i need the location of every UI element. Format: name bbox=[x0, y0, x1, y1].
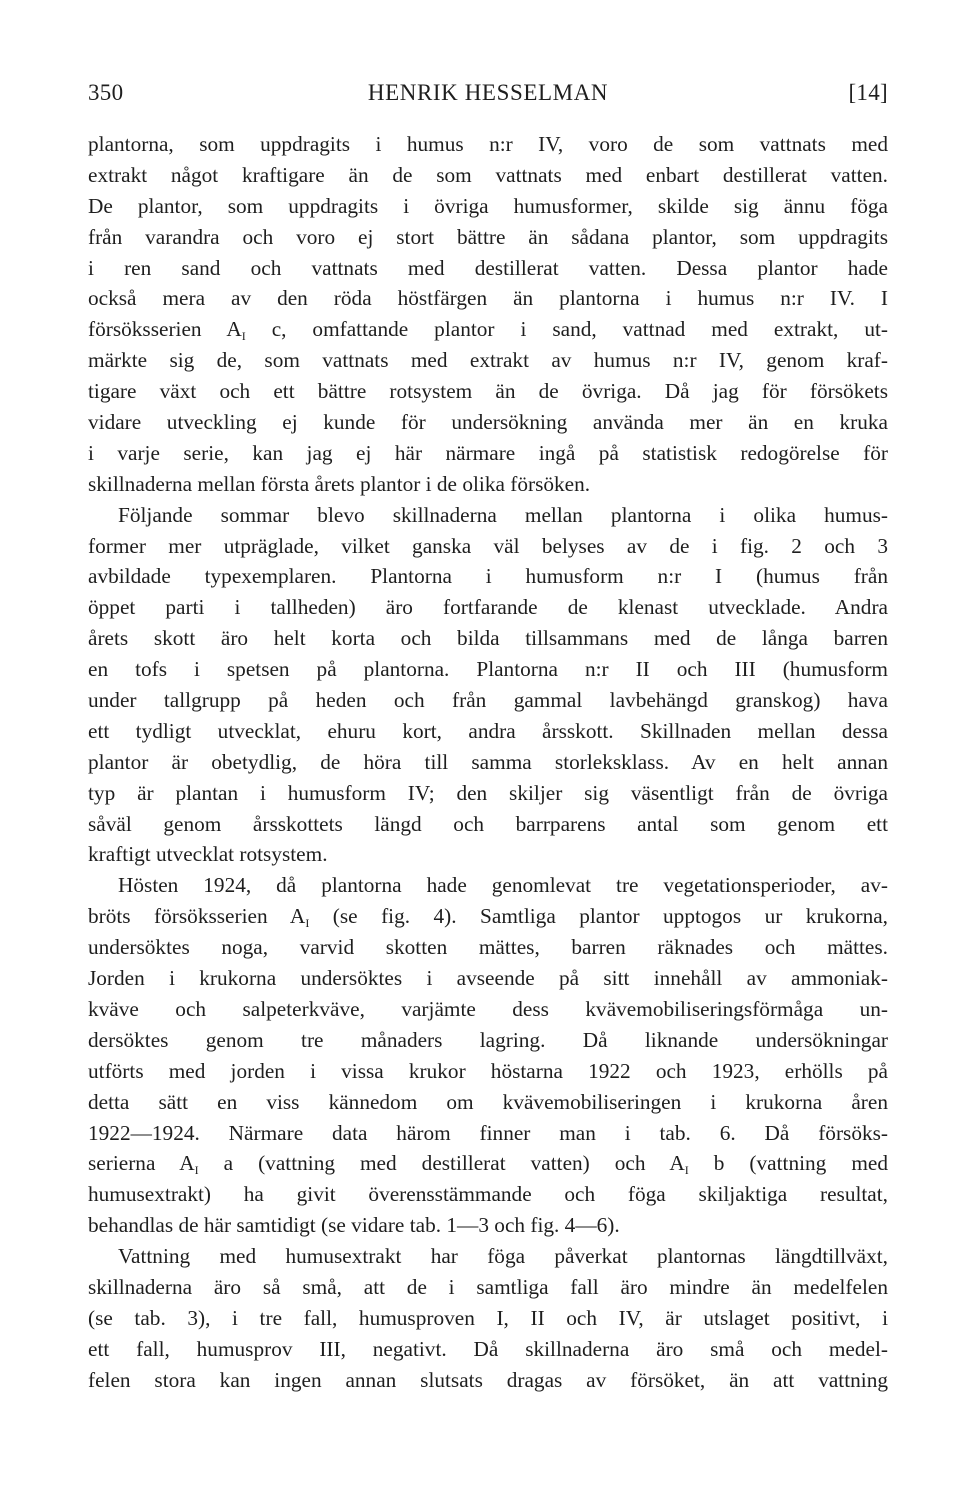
text-line: ett tydligt utvecklat, ehuru kort, andra årsskott. Skillnaden mellan dessa bbox=[88, 718, 888, 743]
text-line: under tallgrupp på heden och från gammal lavbehängd granskog) hava bbox=[88, 688, 888, 713]
text-line: försöksserien $A_I$ c, omfattande plantor i sand, vattnad med extrakt, ut- bbox=[88, 317, 888, 344]
text-line: former mer utpräglade, vilket ganska väl belyses av de i fig. 2 och 3 bbox=[88, 533, 888, 558]
text-line: undersöktes noga, varvid skotten mättes, barren räknades och mättes. bbox=[88, 935, 888, 960]
text-line: detta sätt en viss kännedom om kvävemobiliseringen i krukorna åren bbox=[88, 1089, 888, 1114]
text-line: Vattning med humusextrakt har föga påverkat plantornas längdtillväxt, bbox=[118, 1244, 888, 1269]
section-marker: [14] bbox=[848, 80, 888, 105]
running-head: HENRIK HESSELMAN bbox=[367, 80, 609, 105]
text-line: Följande sommar blevo skillnaderna mellan plantorna i olika humus- bbox=[118, 502, 888, 527]
text-line: extrakt något kraftigare än de som vattnats med enbart destillerat vatten. bbox=[88, 162, 888, 187]
text-line: skillnaderna äro så små, att de i samtliga fall äro mindre än medelfelen bbox=[88, 1274, 888, 1299]
text-line: serierna $A_I$ a (vattning med destillerat vatten) och $A_I$ b (vattning med bbox=[88, 1151, 888, 1178]
text-line: från varandra och voro ej stort bättre än sådana plantor, som uppdragits bbox=[88, 224, 888, 249]
text-line: också mera av den röda höstfärgen än plantorna i humus n:r IV. I bbox=[88, 286, 888, 311]
text-line: bröts försöksserien $A_I$ (se fig. 4). Samtliga plantor upptogos ur krukorna, bbox=[88, 904, 888, 931]
text-line: (se tab. 3), i tre fall, humusproven I, II och IV, är utslaget positivt, i bbox=[88, 1305, 888, 1330]
text-line: ett fall, humusprov III, negativt. Då skillnaderna äro små och medel- bbox=[88, 1336, 888, 1361]
text-line: en tofs i spetsen på plantorna. Plantorna n:r II och III (humusform bbox=[88, 657, 888, 682]
page-number: 350 bbox=[88, 80, 124, 105]
text-line: behandlas de här samtidigt (se vidare tab. 1—3 och fig. 4—6). bbox=[88, 1213, 620, 1238]
paragraph-4 bbox=[88, 1241, 888, 1395]
text-line: felen stora kan ingen annan slutsats dragas av försöket, än att vattning bbox=[88, 1367, 888, 1392]
text-line: plantor är obetydlig, de höra till samma storleksklass. Av en helt annan bbox=[88, 749, 888, 774]
paragraph-3 bbox=[88, 870, 888, 1241]
text-line: kraftigt utvecklat rotsystem. bbox=[88, 842, 328, 867]
text-line: såväl genom årsskottets längd och barrparens antal som genom ett bbox=[88, 811, 888, 836]
page-header bbox=[88, 80, 888, 114]
text-line: märkte sig de, som vattnats med extrakt av humus n:r IV, genom kraf- bbox=[88, 348, 888, 373]
text-line: vidare utveckling ej kunde för undersökning använda mer än en kruka bbox=[88, 410, 888, 435]
text-line: tigare växt och ett bättre rotsystem än de övriga. Då jag för försökets bbox=[88, 379, 888, 404]
text-line: skillnaderna mellan första årets plantor i de olika försöken. bbox=[88, 471, 591, 496]
text-line: Hösten 1924, då plantorna hade genomlevat tre vegetationsperioder, av- bbox=[118, 873, 888, 898]
text-line: öppet parti i tallheden) äro fortfarande de klenast utvecklade. Andra bbox=[88, 595, 888, 620]
text-line: humusextrakt) ha givit överensstämmande och föga skiljaktiga resultat, bbox=[88, 1182, 888, 1207]
text-line: i ren sand och vattnats med destillerat vatten. Dessa plantor hade bbox=[88, 255, 888, 280]
text-line: plantorna, som uppdragits i humus n:r IV, voro de som vattnats med bbox=[88, 132, 888, 156]
text-line: De plantor, som uppdragits i övriga humusformer, skilde sig ännu föga bbox=[88, 193, 888, 218]
text-line: i varje serie, kan jag ej här närmare ingå på statistisk redogörelse för bbox=[88, 440, 888, 465]
text-line: dersöktes genom tre månaders lagring. Då liknande undersökningar bbox=[88, 1027, 888, 1052]
paragraph-1 bbox=[88, 129, 888, 500]
text-line: 1922—1924. Närmare data härom finner man i tab. 6. Då försöks- bbox=[88, 1120, 888, 1145]
body-text bbox=[88, 129, 888, 1396]
text-line: årets skott äro helt korta och bilda tillsammans med de långa barren bbox=[88, 626, 888, 651]
paragraph-2 bbox=[88, 500, 888, 871]
text-line: utförts med jorden i vissa krukor höstarna 1922 och 1923, erhölls på bbox=[88, 1058, 888, 1083]
text-line: typ är plantan i humusform IV; den skiljer sig väsentligt från de övriga bbox=[88, 780, 888, 805]
text-line: kväve och salpeterkväve, varjämte dess kvävemobiliseringsförmåga un- bbox=[88, 996, 888, 1021]
text-line: avbildade typexemplaren. Plantorna i humusform n:r I (humus från bbox=[88, 564, 888, 589]
text-line: Jorden i krukorna undersöktes i avseende på sitt innehåll av ammoniak- bbox=[88, 966, 888, 991]
